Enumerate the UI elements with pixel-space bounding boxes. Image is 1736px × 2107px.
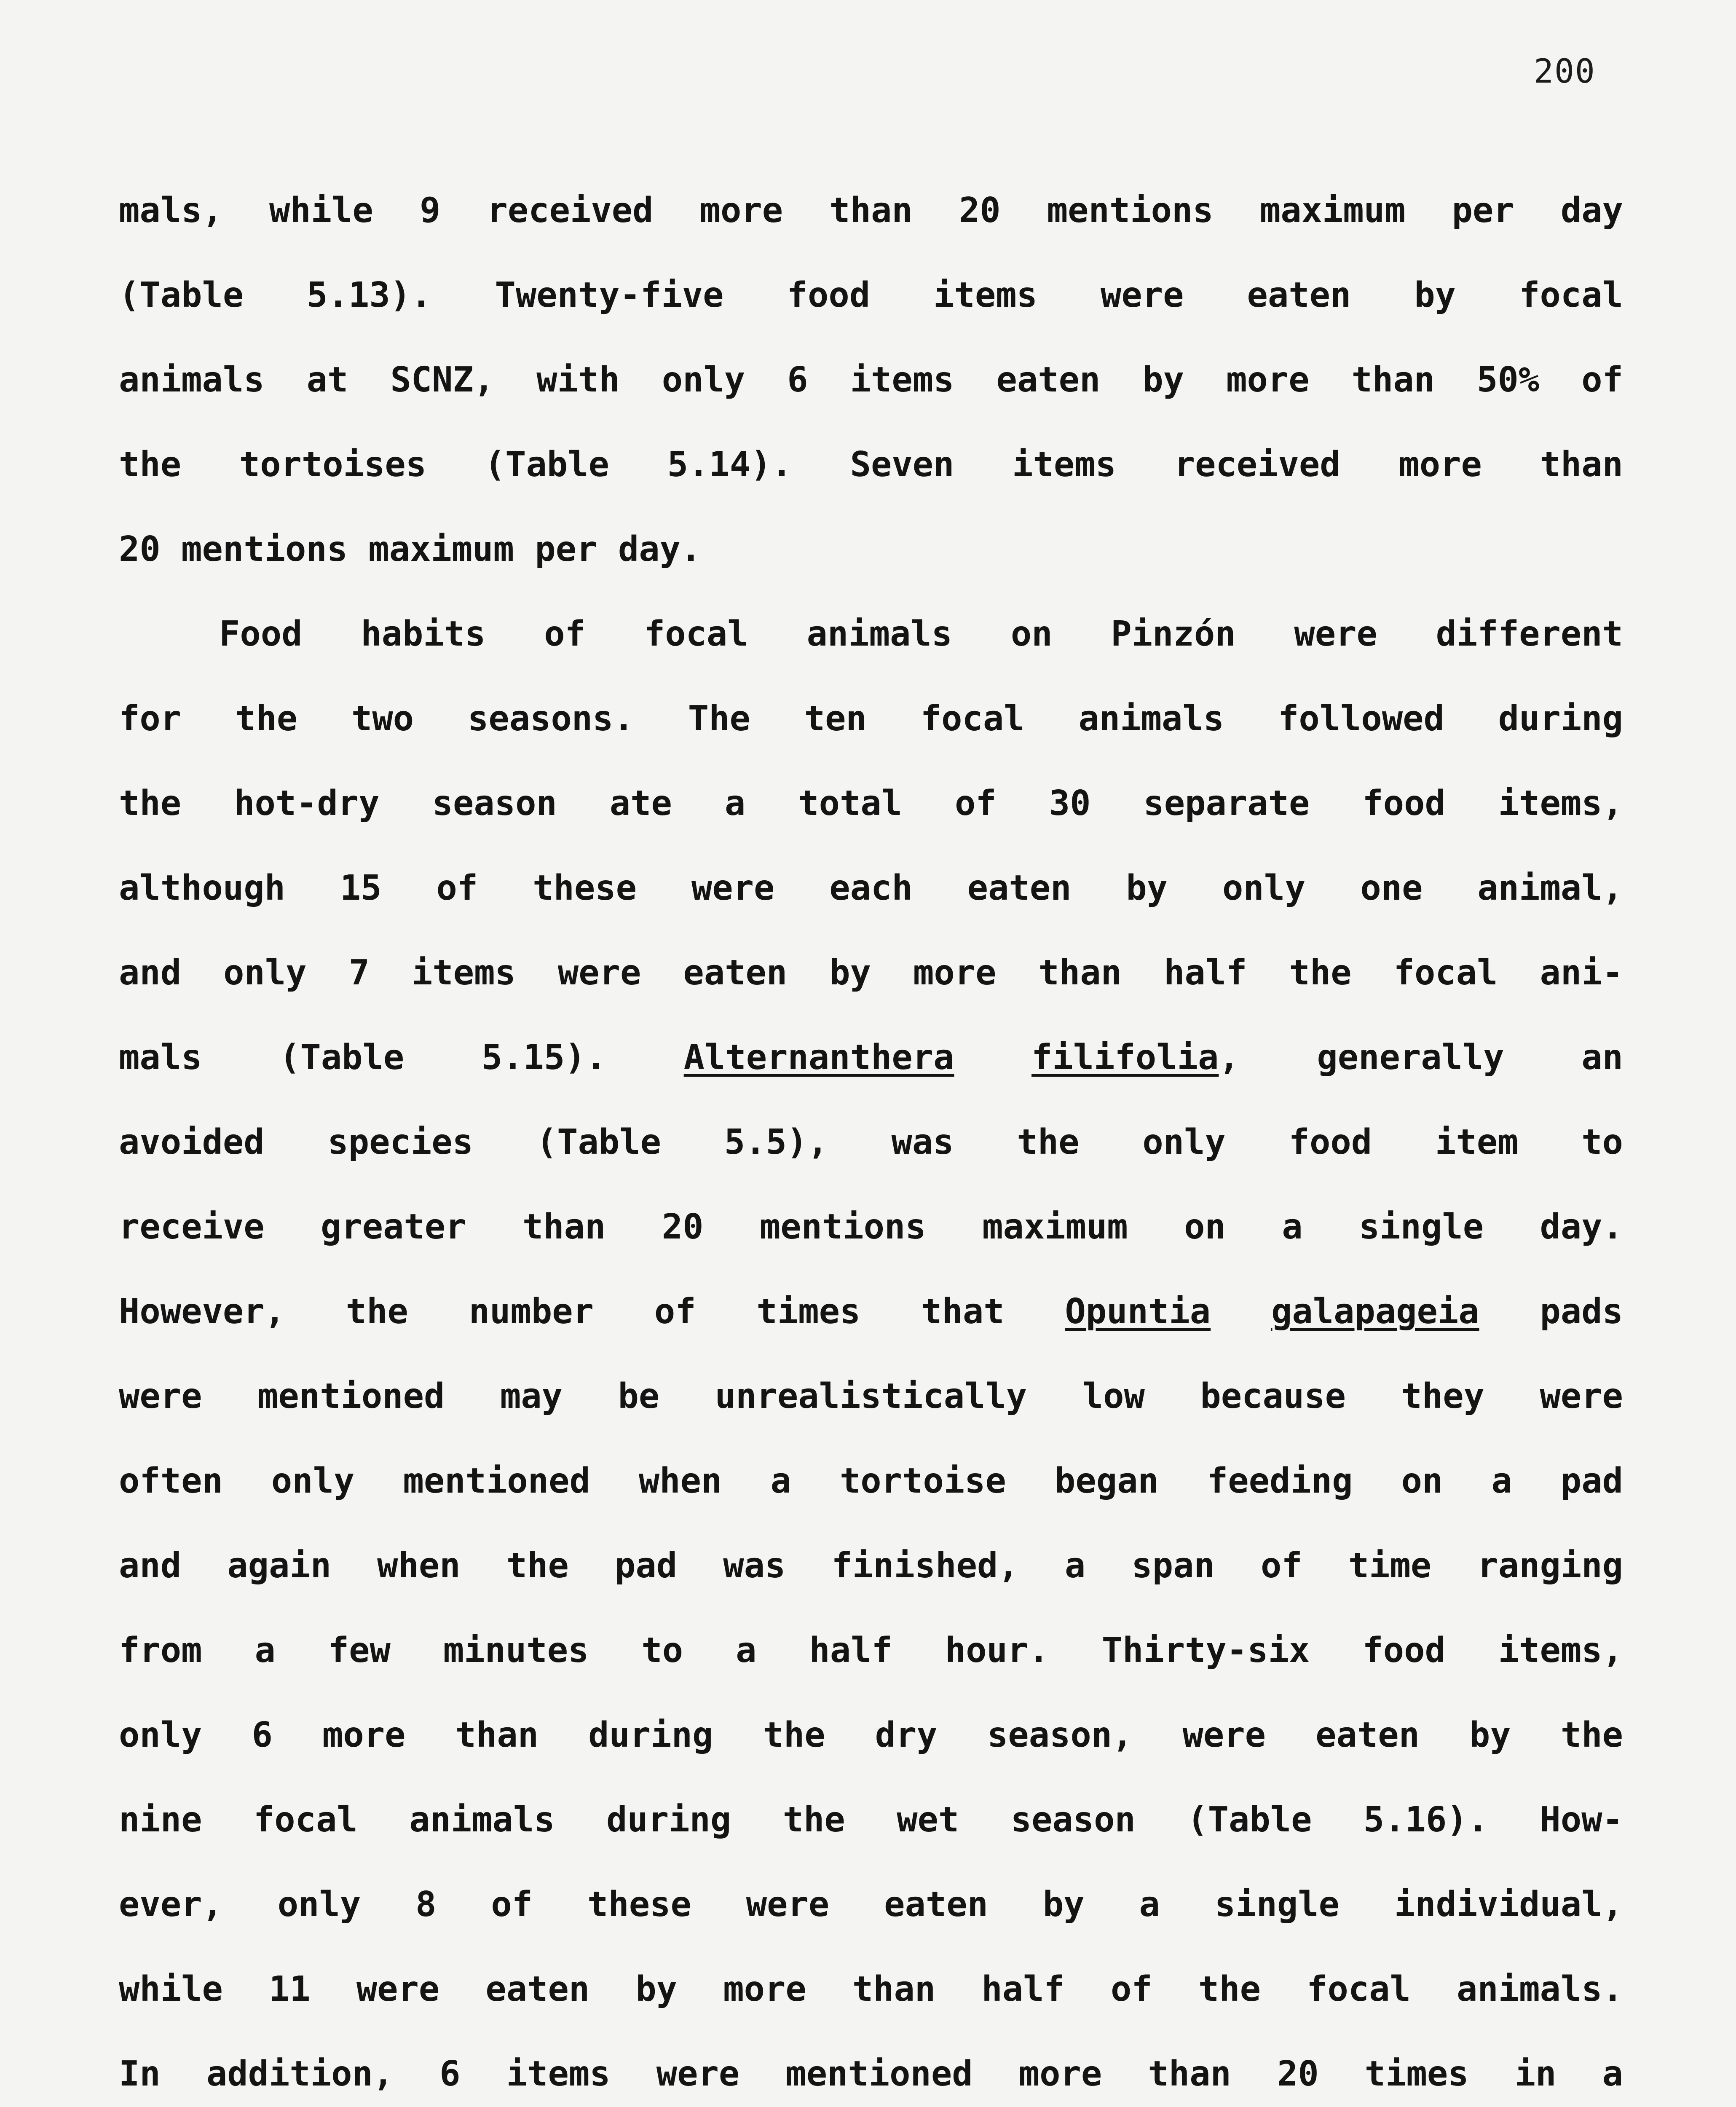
text-line: the hot-dry season ate a total of 30 separate food items,	[119, 783, 1623, 823]
text-line: 20 mentions maximum per day.	[119, 529, 702, 569]
text-line: mals, while 9 received more than 20 mentions maximum per day	[119, 190, 1623, 231]
text-line: nine focal animals during the wet season (Table 5.16). How-	[119, 1800, 1623, 1840]
text-line: animals at SCNZ, with only 6 items eaten by more than 50% of	[119, 360, 1623, 400]
text-segment	[954, 1037, 1031, 1078]
text-line: while 11 were eaten by more than half of the focal animals.	[119, 1969, 1623, 2009]
text-line: (Table 5.13). Twenty-five food items were eaten by focal	[119, 275, 1623, 315]
body-text	[119, 185, 1623, 2107]
text-line	[119, 1287, 1623, 1371]
text-segment: mals (Table 5.15).	[119, 1037, 684, 1078]
text-line: from a few minutes to a half hour. Thirty-six food items,	[119, 1630, 1623, 1670]
text-line: often only mentioned when a tortoise began feeding on a pad	[119, 1461, 1623, 1501]
species-name: filifolia	[1031, 1037, 1219, 1078]
species-name: Opuntia	[1065, 1292, 1211, 1332]
text-line: In addition, 6 items were mentioned more than 20 times in a	[119, 2054, 1623, 2094]
text-line: for the two seasons. The ten focal animals followed during	[119, 699, 1623, 739]
text-segment	[1211, 1292, 1271, 1332]
text-line: avoided species (Table 5.5), was the only food item to	[119, 1122, 1623, 1162]
text-line: and only 7 items were eaten by more than half the focal ani-	[119, 953, 1623, 993]
text-line: were mentioned may be unrealistically low because they were	[119, 1376, 1623, 1416]
text-line	[119, 1032, 1623, 1117]
text-segment: pads	[1479, 1292, 1623, 1332]
text-segment: , generally an	[1219, 1037, 1623, 1078]
text-line: the tortoises (Table 5.14). Seven items received more than	[119, 445, 1623, 485]
text-segment: However, the number of times that	[119, 1292, 1065, 1332]
text-line: ever, only 8 of these were eaten by a single individual,	[119, 1885, 1623, 1925]
text-line: although 15 of these were each eaten by only one animal,	[119, 868, 1623, 908]
species-name: galapageia	[1271, 1292, 1479, 1332]
page-number: 200	[1534, 53, 1596, 91]
text-line: receive greater than 20 mentions maximum on a single day.	[119, 1207, 1623, 1247]
text-line: only 6 more than during the dry season, were eaten by the	[119, 1715, 1623, 1755]
text-line: and again when the pad was finished, a span of time ranging	[119, 1546, 1623, 1586]
species-name: Alternanthera	[683, 1037, 954, 1078]
text-line: Food habits of focal animals on Pinzón were different	[219, 614, 1623, 654]
